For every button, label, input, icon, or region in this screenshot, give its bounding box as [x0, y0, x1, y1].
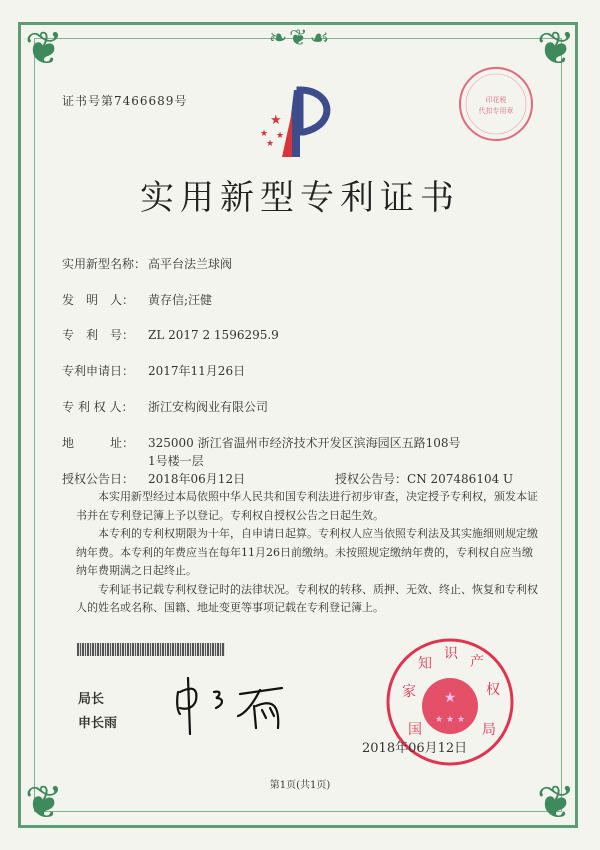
field-name: 实用新型名称： 高平台法兰球阀: [62, 257, 233, 271]
corner-ornament-icon: ❦: [24, 775, 64, 829]
patent-office-logo-icon: [252, 82, 348, 162]
svg-text:国: 国: [408, 722, 422, 738]
corner-ornament-icon: ❦: [24, 21, 64, 75]
svg-text:★: ★: [270, 113, 282, 128]
svg-text:知: 知: [418, 656, 432, 672]
barcode: [77, 643, 225, 656]
certificate-number: 证书号第7466689号: [62, 94, 188, 108]
svg-text:印花税: 印花税: [485, 96, 507, 104]
page-title: 实用新型专利证书: [140, 178, 460, 218]
field-patentee: 专 利 权 人： 浙江安构阀业有限公司: [62, 400, 269, 414]
field-inventor: 发 明 人： 黄存信;汪健: [62, 293, 213, 307]
svg-text:代扣专用章: 代扣专用章: [478, 107, 514, 115]
svg-text:局: 局: [482, 722, 496, 738]
tax-stamp-seal: [456, 64, 536, 144]
field-application-date: 专利申请日： 2017年11月26日: [62, 364, 246, 378]
paragraph: 本实用新型经过本局依照中华人民共和国专利法进行初步审查，决定授予专利权，颁发本证书并在专利登记簿上予以登记。专利权自授权公告之日起生效。: [76, 490, 538, 522]
field-address-line2: 1号楼一层: [148, 454, 204, 468]
svg-text:★ ★ ★: ★ ★ ★: [435, 715, 465, 725]
seal-date: 2018年06月12日: [362, 741, 468, 756]
svg-text:识: 识: [444, 646, 458, 662]
field-grant-number: 授权公告号：CN 207486104 U: [335, 472, 514, 486]
page-footer: 第1页(共1页): [269, 780, 331, 791]
svg-text:★: ★: [260, 129, 269, 139]
certificate-body: [76, 488, 541, 618]
corner-ornament-icon: ❦: [536, 775, 576, 829]
field-address: 地 址： 325000 浙江省温州市经济技术开发区滨海园区五路108号: [62, 436, 461, 450]
svg-text:产: 产: [470, 654, 484, 670]
svg-text:家: 家: [402, 684, 416, 700]
field-patent-number: 专 利 号： ZL 2017 2 1596295.9: [62, 328, 279, 342]
paragraph: 本专利的专利权期限为十年，自申请日起算。专利权人应当依照专利法及其实施细则规定缴纳年费。本专利的年费应当在每年11月26日前缴纳。未按照规定缴纳年费的，专利权自应当缴纳年费期满之日起终止。: [76, 527, 538, 577]
field-grant-date: 授权公告日： 2018年06月12日: [62, 472, 246, 486]
corner-ornament-icon: ❦: [536, 21, 576, 75]
paragraph: 专利证书记载专利权登记时的法律状况。专利权的转移、质押、无效、终止、恢复和专利权人的姓名或名称、国籍、地址变更等事项记载在专利登记簿上。: [76, 582, 538, 614]
svg-text:权: 权: [486, 682, 500, 698]
top-ornament-icon: ❧❦☙: [268, 26, 332, 51]
chief-name: 申长雨: [78, 716, 118, 731]
signature: [170, 670, 300, 740]
svg-text:★: ★: [443, 690, 457, 706]
svg-text:★: ★: [266, 139, 275, 149]
chief-title: 局长: [78, 692, 105, 707]
svg-text:★: ★: [276, 131, 285, 141]
